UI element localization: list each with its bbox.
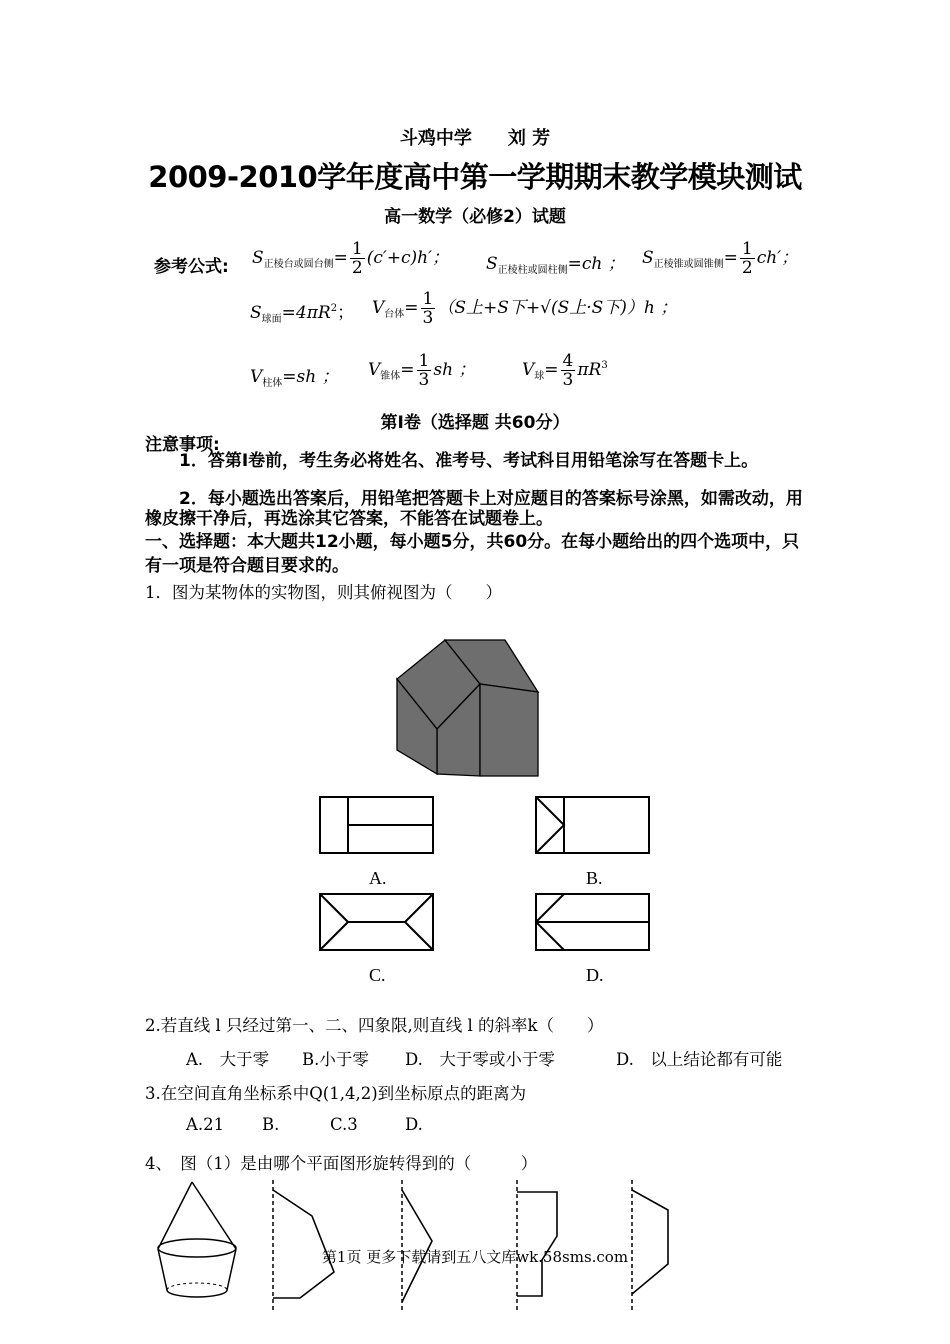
option-a-label: A. [369, 868, 387, 888]
house-solid-figure [380, 630, 550, 780]
question-3-option-a: A.21 [186, 1115, 225, 1134]
author-line: 斗鸡中学 刘 芳 [399, 128, 551, 149]
question-2-option-c: D. 大于零或小于零 [405, 1050, 555, 1069]
page-footer: 第1页 更多下载请到五八文库wk.58sms.com [321, 1248, 629, 1266]
question-3-option-b: B. [262, 1115, 280, 1134]
question-2-text: 2.若直线 l 只经过第一、二、四象限,则直线 l 的斜率k（ ） [145, 1016, 604, 1035]
formula-prism-volume: $V_{柱体}=sh$ ； [250, 367, 339, 389]
option-b-figure [534, 795, 654, 855]
page-subtitle: 高一数学（必修2）试题 [384, 207, 566, 227]
page-title: 2009-2010学年度高中第一学期期末教学模块测试 [148, 160, 802, 194]
formula-sphere-surface: $S_{球面}=4\pi R^2$； [250, 303, 355, 325]
formula-pyramid-volume: $V_{锥体}=$ $\frac{1}{3}$ sh ； [368, 351, 476, 390]
option-d-figure [534, 892, 654, 954]
notes-heading: 注意事项: [145, 435, 220, 455]
figure-1-solid [150, 1178, 250, 1308]
option-a-figure [318, 795, 438, 855]
formula-label: 参考公式: [154, 257, 229, 277]
formula-prism-lateral: $S_{正棱柱或圆柱侧}=ch$ ； [486, 254, 625, 276]
option-b-label: B. [586, 868, 603, 888]
formula-frustum-volume: $V_{台体}=$ $\frac{1}{3}$ （S上+S下+√(S上·S下)）h ； [372, 289, 678, 328]
question-3-option-d: D. [405, 1115, 423, 1134]
question-3-option-c: C.3 [330, 1115, 358, 1134]
question-2-option-a: A. 大于零 [186, 1050, 270, 1069]
formula-sphere-volume: $V_球=$ $\frac{4}{3}$ $\pi R^3$ [522, 351, 608, 390]
question-1-text: 1．图为某物体的实物图，则其俯视图为（ ） [145, 583, 502, 602]
formula-frustum-lateral: $S_{正棱台或圆台侧}=$ $\frac{1}{2}$ (c′+c)h′； [252, 239, 449, 278]
formula-pyramid-lateral: $S_{正棱锥或圆锥侧}=$ $\frac{1}{2}$ ch′； [642, 239, 799, 278]
note-item-1: 1．答第Ⅰ卷前，考生务必将姓名、准考号、考试科目用铅笔涂写在答题卡上。 [145, 451, 759, 471]
part1-title: 第Ⅰ卷（选择题 共60分） [380, 413, 570, 433]
note-item-2: 2．每小题选出答案后，用铅笔把答题卡上对应题目的答案标号涂黑，如需改动，用橡皮擦干净后，再选涂其它答案，不能答在试题卷上。 [145, 489, 803, 529]
option-c-figure [318, 892, 438, 954]
question-4-text: 4、 图（1）是由哪个平面图形旋转得到的（ ） [145, 1154, 538, 1173]
question-2-option-d: D. 以上结论都有可能 [616, 1050, 783, 1069]
section-choice-heading: 一、选择题：本大题共12小题，每小题5分，共60分。在每小题给出的四个选项中，只有一项是符合题目要求的。 [145, 532, 800, 576]
option-d-label: D. [586, 965, 604, 985]
question-2-option-b: B.小于零 [302, 1050, 369, 1069]
option-c-label: C. [369, 965, 386, 985]
question-3-text: 3.在空间直角坐标系中Q(1,4,2)到坐标原点的距离为 [145, 1084, 527, 1103]
